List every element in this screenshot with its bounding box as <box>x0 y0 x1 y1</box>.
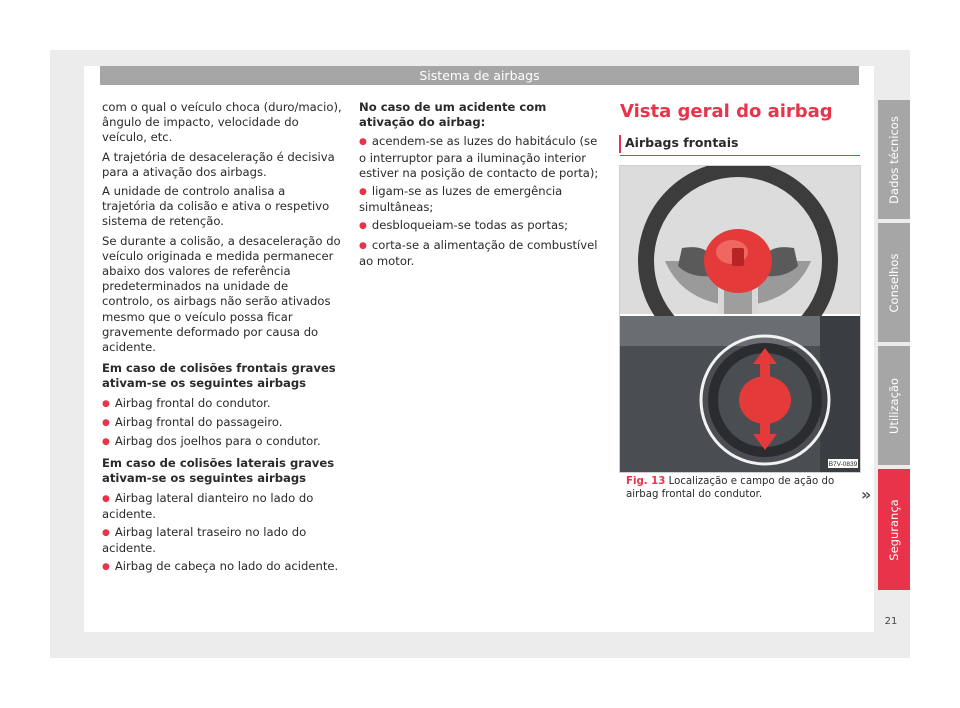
list-item: ● desbloqueiam-se todas as portas; <box>359 218 599 234</box>
figure-caption <box>626 476 846 501</box>
page-number: 21 <box>884 616 898 627</box>
steering-wheel-illustration <box>620 166 860 472</box>
accident-actions-list <box>359 134 599 269</box>
list-item: ● Airbag frontal do condutor. <box>102 396 342 412</box>
list-item: ● Airbag de cabeça no lado do acidente. <box>102 559 342 575</box>
paragraph: Se durante a colisão, a desaceleração do veículo originada e medida permanecer abaixo dos valores de referência predeterminados na unidade de controlo, os airbags não serão ativados mesmo que o veículo possa ficar gravemente deformado por causa do acidente. <box>102 233 341 355</box>
frontal-heading: Em caso de colisões frontais graves ativam-se os seguintes airbags <box>102 361 336 391</box>
tab-utilizacao[interactable]: Utilização <box>878 346 910 465</box>
figure-label: Fig. 13 <box>626 476 666 487</box>
accident-heading: No caso de um acidente com ativação do airbag: <box>359 100 547 130</box>
figure-code: B7V-0839 <box>828 461 858 468</box>
lateral-heading: Em caso de colisões laterais graves ativam-se os seguintes airbags <box>102 456 335 486</box>
subsection-header <box>620 133 860 156</box>
chapter-header: Sistema de airbags <box>100 66 859 85</box>
list-item: ● Airbag dos joelhos para o condutor. <box>102 434 342 450</box>
tab-dados-tecnicos[interactable]: Dados técnicos <box>878 100 910 219</box>
section-title: Vista geral do airbag <box>620 101 833 122</box>
list-item: ● Airbag frontal do passageiro. <box>102 415 342 431</box>
paragraph: A trajetória de desaceleração é decisiva para a ativação dos airbags. <box>102 149 335 179</box>
list-item: ● Airbag lateral traseiro no lado do acidente. <box>102 525 342 556</box>
subsection-title: Airbags frontais <box>625 135 739 150</box>
continue-marker: » <box>861 485 872 504</box>
paragraph: A unidade de controlo analisa a trajetória da colisão e ativa o respetivo sistema de retenção. <box>102 184 330 229</box>
tab-seguranca[interactable]: Segurança <box>878 469 910 590</box>
figure-caption-text: Localização e campo de ação do airbag frontal do condutor. <box>626 476 835 500</box>
text-column-2 <box>359 100 599 273</box>
paragraph: com o qual o veículo choca (duro/macio), ângulo de impacto, velocidade do veículo, etc. <box>102 100 342 145</box>
airbag-figure <box>619 165 861 473</box>
list-item: ● acendem-se as luzes do habitáculo (se o interruptor para a iluminação interior estiver na posição de contacto de porta); <box>359 134 599 181</box>
list-item: ● Airbag lateral dianteiro no lado do acidente. <box>102 491 342 522</box>
list-item: ● ligam-se as luzes de emergência simultâneas; <box>359 184 599 215</box>
frontal-airbag-list <box>102 396 342 451</box>
text-column-1 <box>102 100 342 580</box>
tab-conselhos[interactable]: Conselhos <box>878 223 910 342</box>
lateral-airbag-list <box>102 491 342 576</box>
list-item: ● corta-se a alimentação de combustível ao motor. <box>359 238 599 269</box>
